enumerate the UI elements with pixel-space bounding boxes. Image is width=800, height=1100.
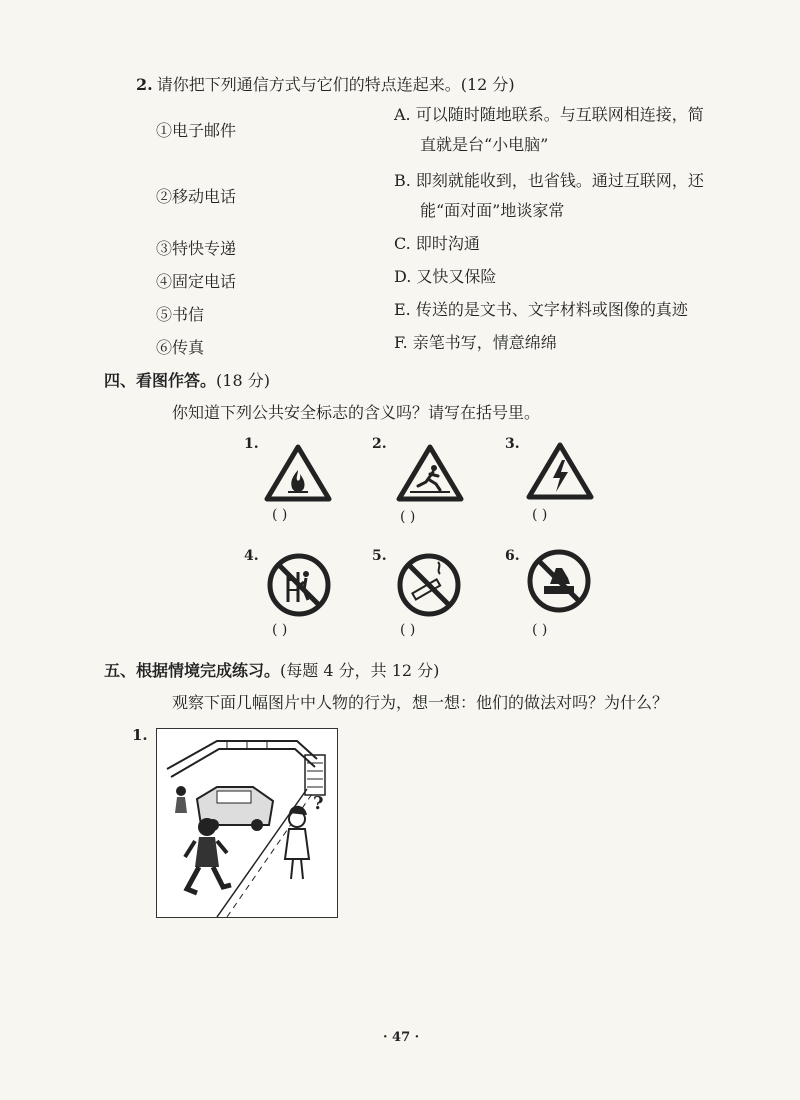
right-item-e[interactable]: E. 传送的是文书、文字材料或图像的真迹: [394, 300, 688, 319]
sign-5-answer[interactable]: ( ): [400, 622, 416, 638]
question-text: 请你把下列通信方式与它们的特点连起来。(12 分): [156, 75, 515, 94]
right-item-c[interactable]: C. 即时沟通: [394, 234, 480, 253]
sign-1-answer[interactable]: ( ): [272, 507, 288, 523]
electric-warning-icon: [526, 442, 594, 500]
sign-2-answer[interactable]: ( ): [400, 509, 416, 525]
left-item-4[interactable]: ④固定电话: [156, 272, 237, 291]
no-touching-icon: [526, 548, 592, 614]
right-item-a-line2: 直就是台“小电脑”: [420, 135, 549, 154]
left-item-2[interactable]: ②移动电话: [156, 187, 237, 206]
right-item-b-line2: 能“面对面”地谈家常: [420, 201, 565, 220]
page-number: · 47 ·: [383, 1030, 420, 1045]
sign-2-number: 2.: [372, 436, 387, 452]
left-item-3[interactable]: ③特快专递: [156, 239, 237, 258]
sign-1-number: 1.: [244, 436, 259, 452]
right-item-a[interactable]: [394, 100, 704, 160]
item-1-number: 1.: [132, 726, 148, 744]
section-4-title: 四、看图作答。: [104, 371, 217, 390]
question-number: 2.: [136, 75, 153, 94]
left-item-5[interactable]: ⑤书信: [156, 305, 205, 324]
left-item-1[interactable]: ①电子邮件: [156, 121, 237, 140]
no-smoking-icon: [396, 552, 462, 618]
section-5-heading: [104, 658, 439, 681]
svg-text:?: ?: [313, 793, 324, 814]
street-crossing-illustration: [156, 728, 338, 918]
no-climbing-icon: [266, 552, 332, 618]
section-4-points: (18 分): [216, 371, 270, 390]
right-item-a-line1: A. 可以随时随地联系。与互联网相连接，简: [394, 105, 704, 124]
fire-warning-icon: [264, 444, 332, 502]
sign-4-number: 4.: [244, 548, 259, 564]
section-5-title: 五、根据情境完成练习。: [104, 661, 281, 680]
right-item-b[interactable]: [394, 166, 704, 226]
section-4-instruction: 你知道下列公共安全标志的含义吗？请写在括号里。: [172, 403, 541, 422]
sign-3-answer[interactable]: ( ): [532, 507, 548, 523]
left-item-6[interactable]: ⑥传真: [156, 338, 205, 357]
section-5-points: (每题 4 分，共 12 分): [280, 661, 440, 680]
slip-warning-icon: [396, 444, 464, 502]
sign-6-number: 6.: [505, 548, 520, 564]
sign-3-number: 3.: [505, 436, 520, 452]
question-2-title: [136, 72, 515, 95]
right-item-d[interactable]: D. 又快又保险: [394, 267, 497, 286]
section-4-heading: [104, 368, 270, 391]
sign-5-number: 5.: [372, 548, 387, 564]
sign-4-answer[interactable]: ( ): [272, 622, 288, 638]
section-5-instruction: 观察下面几幅图片中人物的行为，想一想：他们的做法对吗？为什么？: [172, 693, 669, 712]
sign-6-answer[interactable]: ( ): [532, 622, 548, 638]
right-item-f[interactable]: F. 亲笔书写，情意绵绵: [394, 333, 557, 352]
right-item-b-line1: B. 即刻就能收到，也省钱。通过互联网，还: [394, 171, 704, 190]
